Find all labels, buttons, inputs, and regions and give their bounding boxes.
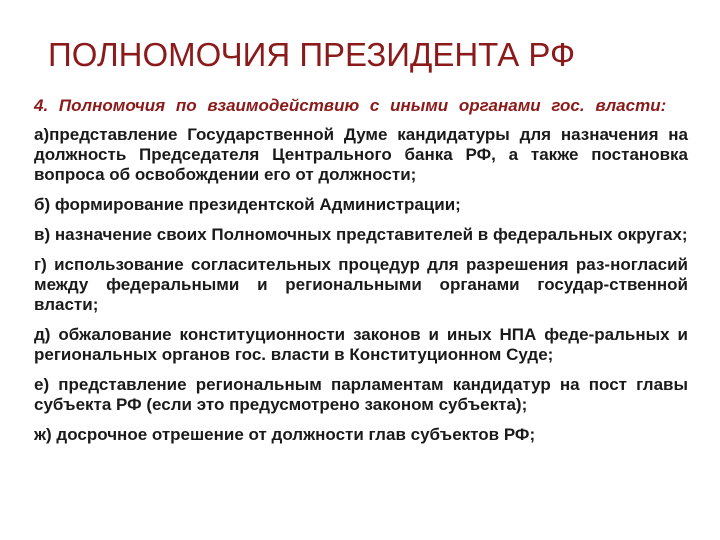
section-subtitle: 4. Полномочия по взаимодействию с иными органами гос. власти: — [34, 96, 667, 115]
list-item-zh: ж) досрочное отрешение от должности глав субъектов РФ; — [34, 425, 536, 444]
list-item-v: в) назначение своих Полномочных представителей в федеральных округах; — [34, 225, 688, 244]
list-item-b: б) формирование президентской Администрации; — [34, 195, 461, 214]
list-item-e: е) представление региональным парламентам кандидатур на пост главы субъекта РФ (если это предусмотрено законом субъекта); — [34, 375, 688, 414]
list-item-g: г) использование согласительных процедур для разрешения раз-ногласий между федеральными и региональными органами государ-ственной власти; — [34, 255, 688, 314]
list-item-a: а)представление Государственной Думе кандидатуры для назначения на должность Председателя Центрального банка РФ, а также постановка вопроса об освобождении его от должности; — [34, 125, 688, 184]
slide-content — [34, 96, 688, 455]
slide-title: ПОЛНОМОЧИЯ ПРЕЗИДЕНТА РФ — [48, 36, 576, 73]
list-item-d: д) обжалование конституционности законов и иных НПА феде-ральных и региональных органов гос. власти в Конституционном Суде; — [34, 325, 688, 364]
